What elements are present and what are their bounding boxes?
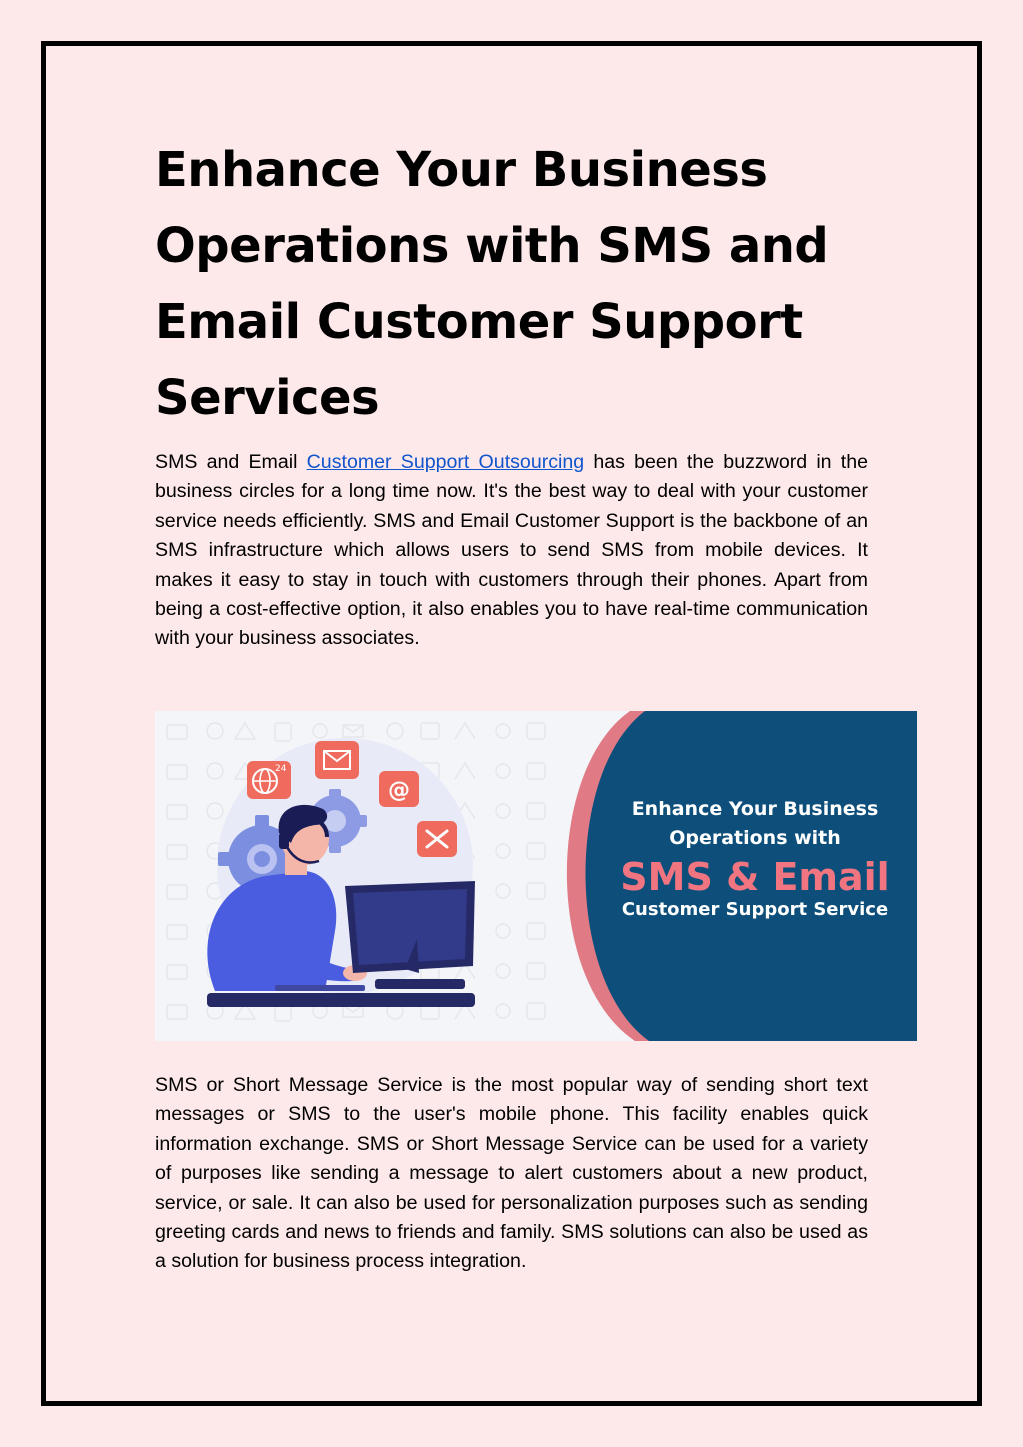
mail-icon — [315, 741, 359, 779]
page-title: Enhance Your Business Operations with SMS and Email Customer Support Services — [155, 142, 829, 426]
globe-badge: 24 — [275, 764, 287, 774]
banner-line-3: Customer Support Service — [621, 899, 889, 920]
intro-text-start: SMS and Email — [155, 451, 307, 473]
globe-icon — [247, 761, 291, 799]
banner-line-2: Operations with — [669, 827, 841, 849]
intro-paragraph — [155, 448, 868, 654]
sms-paragraph: SMS or Short Message Service is the most popular way of sending short text messages or SMS to the user's mobile phone. This facility enables quick information exchange. SMS or Short Message Service can be used for a variety of purposes like sending a message to alert customers about a new product, service, or sale. It can also be used for personalization purposes such as sending greeting cards and news to friends and family. SMS solutions can also be used as a solution for business process integration. — [155, 1074, 868, 1273]
svg-text:@: @ — [388, 778, 410, 803]
intro-text-rest: has been the buzzword in the business circles for a long time now. It's the best way to deal with your customer service needs efficiently. SMS and Email Customer Support is the backbone of an SMS infrastructure which allows users to send SMS from mobile devices. It makes it easy to stay in touch with customers through their phones. Apart from being a cost-effective option, it also enables you to have real-time communication with your business associates. — [155, 451, 868, 650]
hero-banner-image — [155, 711, 917, 1041]
tools-icon — [417, 821, 457, 857]
banner-line-1: Enhance Your Business — [631, 798, 879, 820]
customer-support-outsourcing-link[interactable]: Customer Support Outsourcing — [306, 451, 585, 473]
at-sign-icon — [379, 771, 419, 807]
banner-headline: SMS & Email — [620, 855, 890, 899]
